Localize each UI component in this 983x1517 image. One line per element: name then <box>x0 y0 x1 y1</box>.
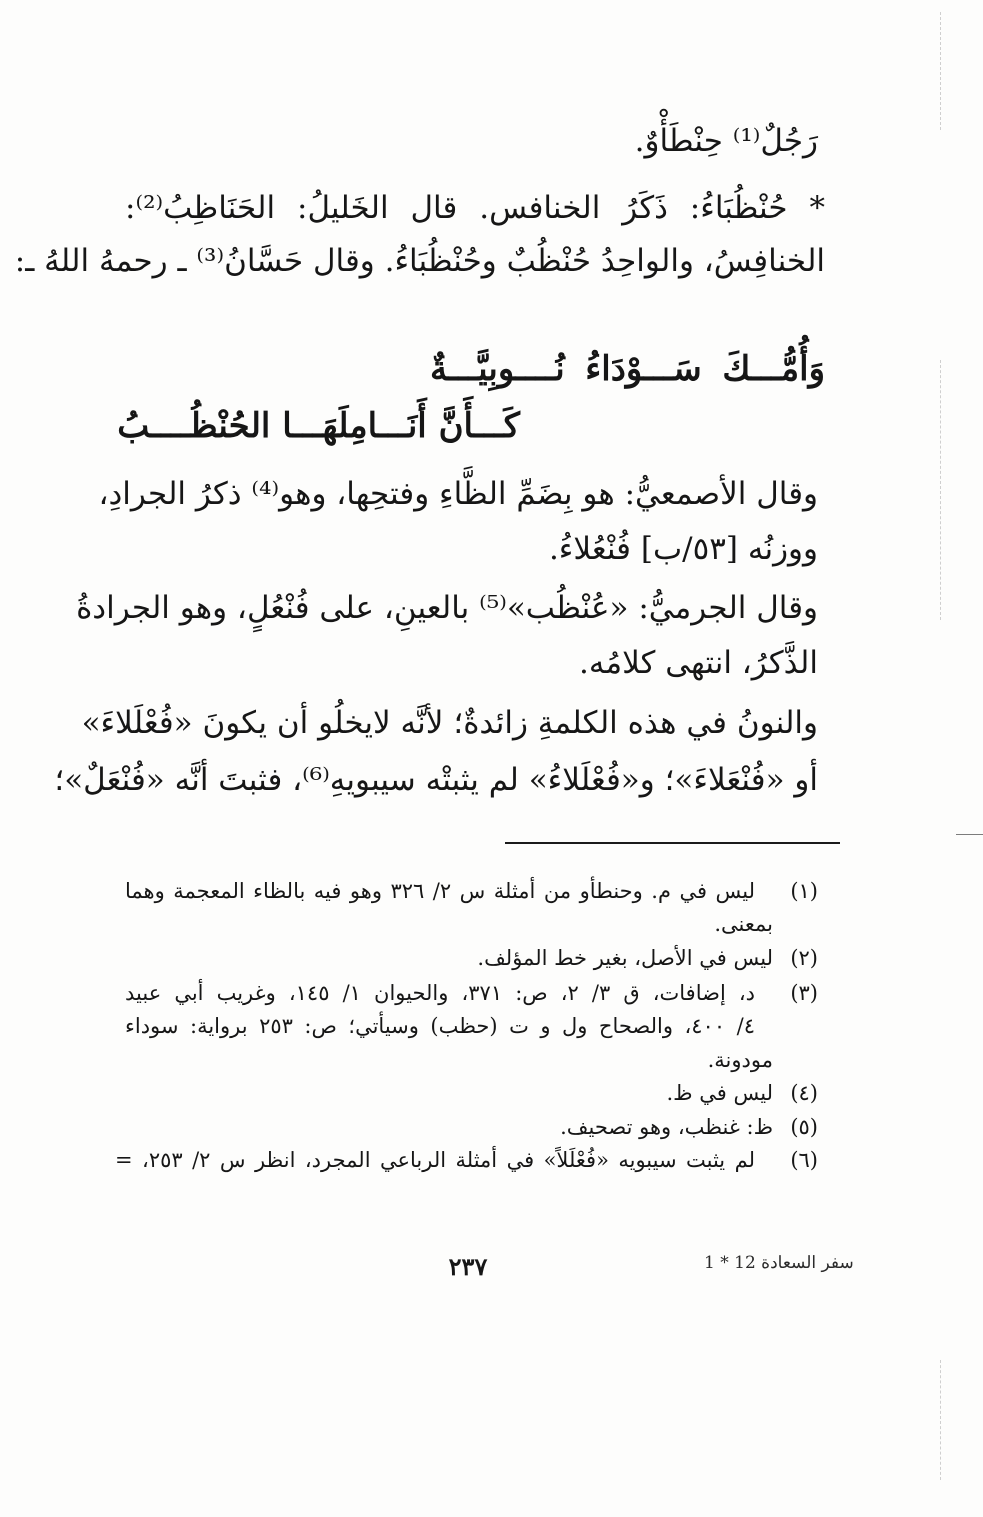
footnote-text: ليس في م. وحنطأو من أمثلة س ٢/ ٣٢٦ وهو فيه بالظاء المعجمة وهما <box>125 879 755 903</box>
footnote-separator <box>505 842 840 844</box>
paragraph-line: ووزنُه [٥٣/ب] فُنْعُلاءُ. <box>548 531 818 567</box>
entry-line: * حُنْظُبَاءُ: ذَكَرُ الخنافس. قال الخَليلُ: الحَنَاظِبُ⁽²⁾: <box>125 190 825 226</box>
footnote-marker: (٦) <box>790 1148 818 1172</box>
verse-first-half: وَأُمُّـــكَ سَـــوْدَاءُ نُــــوبِيَّـــةٌ <box>430 349 825 389</box>
footnote-text: د، إضافات، ق ٣/ ٢، ص: ٣٧١، والحيوان ١/ ١٤٥، وغريب أبي عبيد <box>125 981 756 1005</box>
entry-line: الخنافِسُ، والواحِدُ حُنْظُبٌ وحُنْظُبَاءُ. وقال حَسَّانُ⁽³⁾ ـ رحمهُ اللهُ ـ: <box>14 243 825 279</box>
footnote-marker: (٥) <box>790 1115 818 1139</box>
footnote-text: ظ: غنظب، وهو تصحيف. <box>560 1115 773 1139</box>
footnote-continuation: ٤/ ٤٠٠، والصحاح ول و ت (حظب) وسيأتي؛ ص: ٢٥٣ برواية: سوداء <box>125 1014 755 1038</box>
footnote-text: لم يثبت سيبويه «فُعْلَلاً» في أمثلة الرباعي المجرد، انظر س ٢/ ٢٥٣، = <box>115 1148 755 1172</box>
footnote-marker: (٢) <box>790 946 818 970</box>
footnote-continuation: بمعنى. <box>714 912 773 936</box>
footnote-text: ليس في ظ. <box>666 1081 773 1105</box>
page-edge-tick <box>956 834 983 835</box>
opening-line: رَجُلٌ⁽¹⁾ حِنْطَأْوٌ. <box>634 123 818 159</box>
paragraph-line: والنونُ في هذه الكلمةِ زائدةٌ؛ لأنَّه لايخلُو أن يكونَ «فُعْلَلاءَ» <box>81 705 818 741</box>
book-footer-label: سفر السعادة 12 * 1 <box>704 1253 854 1273</box>
footnote-marker: (٤) <box>790 1081 818 1105</box>
paragraph-line: أو «فُنْعَلاءَ»؛ و«فُعْلَلاءُ» لم يثبتْه سيبويهِ⁽⁶⁾، فثبتَ أنَّه «فُنْعَلٌ»؛ <box>54 762 818 798</box>
paragraph-line: الذَّكرُ، انتهى كلامُه. <box>579 645 818 681</box>
footnote-marker: (٣) <box>790 981 818 1005</box>
footnote-text: ليس في الأصل، بغير خط المؤلف. <box>477 946 773 970</box>
scan-edge-mark <box>940 1360 963 1480</box>
footnote-marker: (١) <box>790 879 818 903</box>
scan-edge-mark <box>940 360 963 620</box>
scan-edge-mark <box>940 12 963 130</box>
page-number: ٢٣٧ <box>448 1252 488 1281</box>
footnote-continuation: مودونة. <box>707 1048 773 1072</box>
verse-second-half: كَـــأَنَّ أَنَـــامِلَهَـــا الحُنْظُــــبُ <box>117 406 520 446</box>
paragraph-line: وقال الجرميُّ: «عُنْظُب»⁽⁵⁾ بالعينِ، على فُنْعُلٍ، وهو الجرادةُ <box>76 590 818 626</box>
paragraph-line: وقال الأصمعيُّ: هو بِضَمِّ الظَّاءِ وفتحِها، وهو⁽⁴⁾ ذكرُ الجرادِ، <box>98 476 818 512</box>
